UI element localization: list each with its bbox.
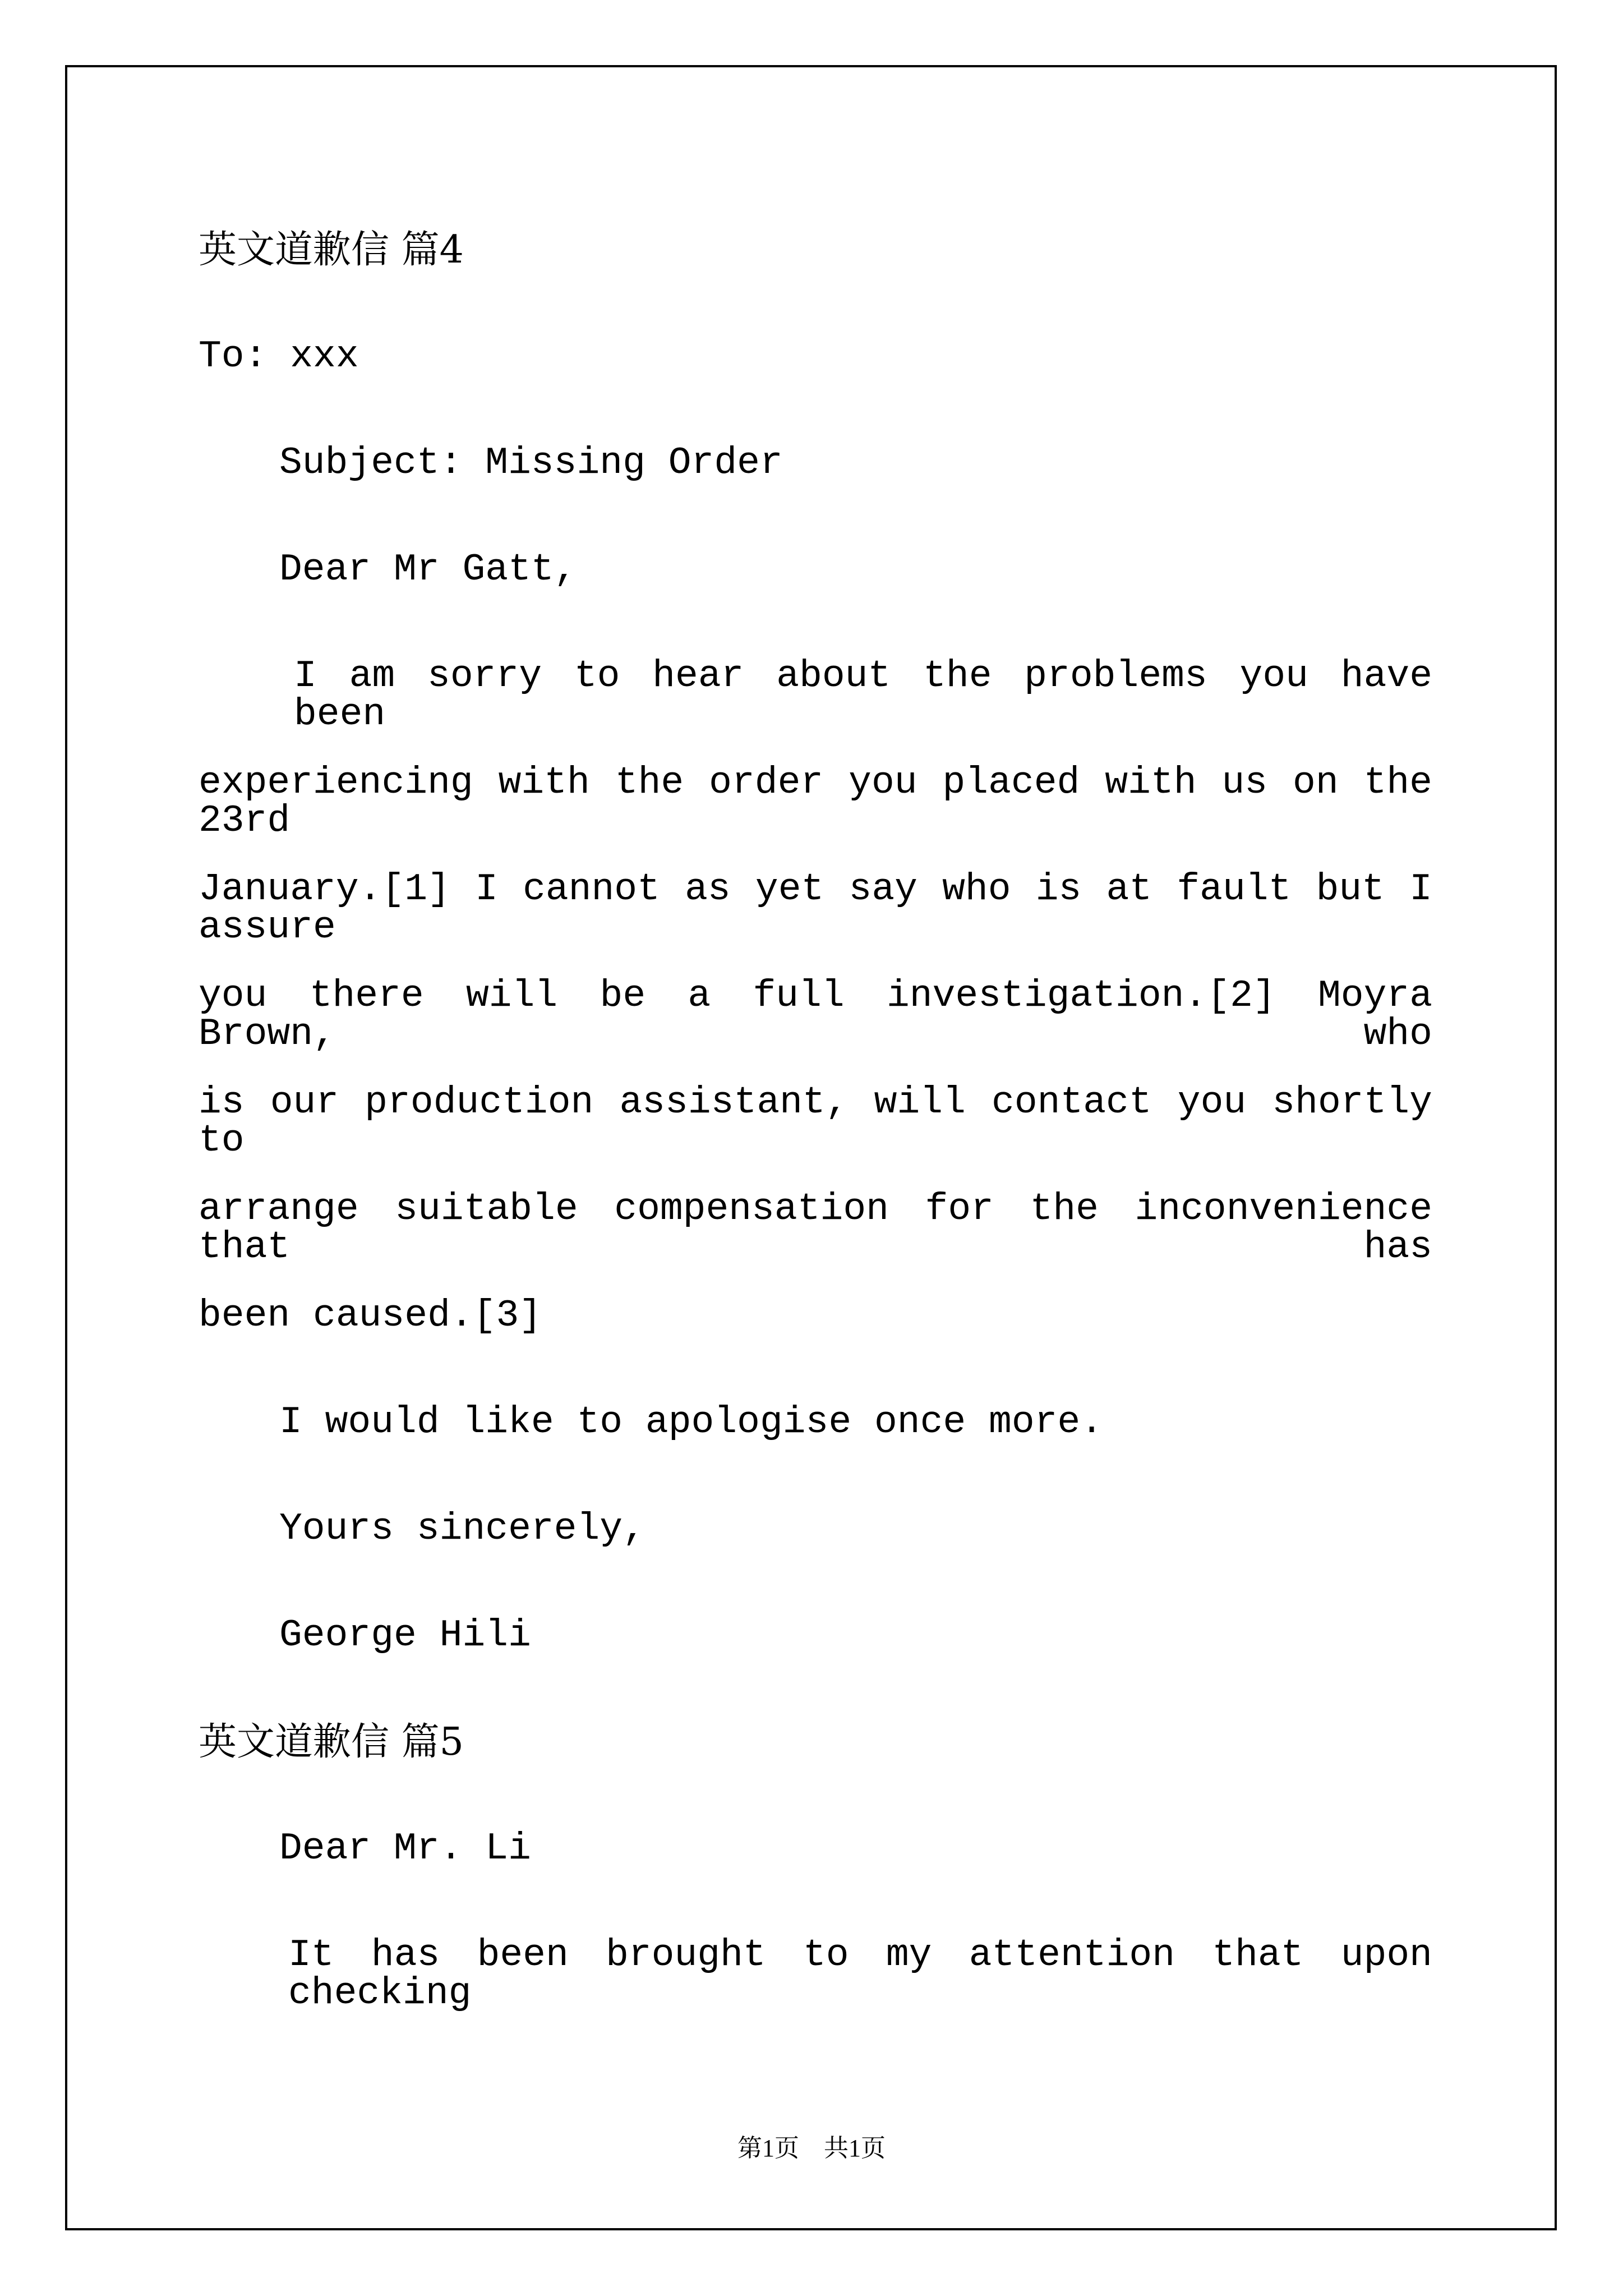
apology-line: I would like to apologise once more. <box>279 1401 1104 1444</box>
page-number: 第1页 共1页 <box>737 2134 886 2162</box>
body-line: you there will be a full investigation.[2] Moyra Brown, who <box>199 974 1432 1056</box>
subject-line: Subject: Missing Order <box>279 441 783 485</box>
section-heading-5: 英文道歉信 篇5 <box>199 1720 464 1764</box>
closing-line: Yours sincerely, <box>279 1507 645 1550</box>
body-line: experiencing with the order you placed with us on the 23rd <box>199 761 1432 843</box>
section-heading-4: 英文道歉信 篇4 <box>199 228 464 272</box>
signature-line: George Hili <box>279 1614 531 1657</box>
body-line: It has been brought to my attention that upon checking <box>288 1934 1432 2015</box>
body-line: January.[1] I cannot as yet say who is at fault but I assure <box>199 868 1432 949</box>
recipient-line: To: xxx <box>199 335 359 378</box>
salutation: Dear Mr. Li <box>279 1827 531 1870</box>
body-line: arrange suitable compensation for the inconvenience that has <box>199 1188 1432 1269</box>
body-line: is our production assistant, will contact you shortly to <box>199 1081 1432 1162</box>
body-line: I am sorry to hear about the problems you have been <box>294 655 1432 736</box>
salutation: Dear Mr Gatt, <box>279 548 577 591</box>
body-line: been caused.[3] <box>199 1294 542 1337</box>
